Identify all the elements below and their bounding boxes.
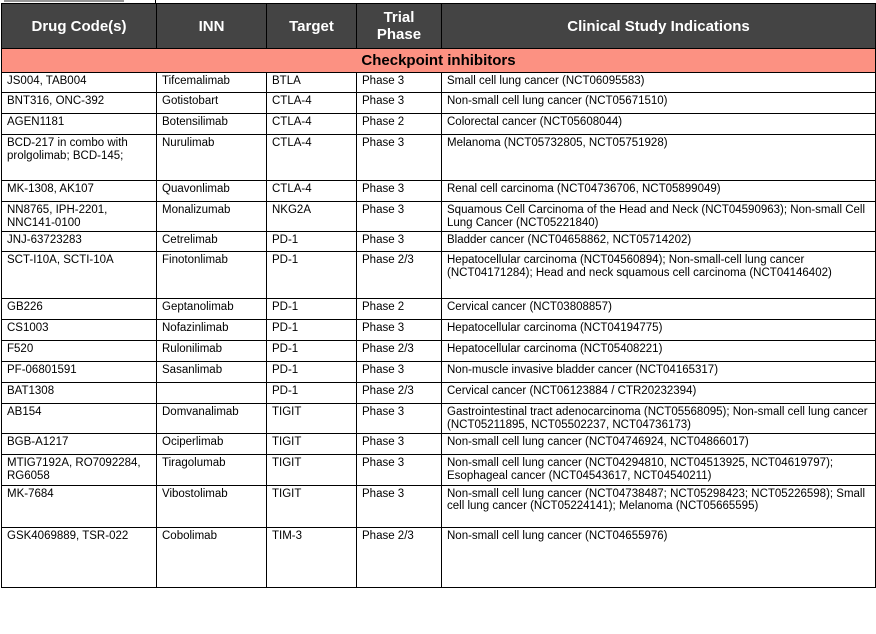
cell-trial-phase: Phase 3 — [357, 434, 442, 455]
table-row — [2, 73, 876, 93]
cell-drug-codes: SCT-I10A, SCTI-10A — [2, 252, 157, 299]
column-header-clinical-study-indications: Clinical Study Indications — [442, 4, 876, 49]
cell-target: CTLA-4 — [267, 181, 357, 202]
table-row — [2, 404, 876, 434]
cell-trial-phase: Phase 3 — [357, 93, 442, 114]
cell-indications: Cervical cancer (NCT03808857) — [442, 299, 876, 320]
cell-target: PD-1 — [267, 341, 357, 362]
cell-inn: Nurulimab — [157, 135, 267, 181]
cell-indications: Small cell lung cancer (NCT06095583) — [442, 73, 876, 93]
cell-target: PD-1 — [267, 232, 357, 252]
cell-trial-phase: Phase 2 — [357, 299, 442, 320]
cell-drug-codes: GB226 — [2, 299, 157, 320]
cell-target: TIGIT — [267, 485, 357, 527]
section-header-label: Checkpoint inhibitors — [2, 49, 876, 73]
table-row — [2, 232, 876, 252]
section-header-row — [2, 49, 876, 73]
column-header-inn: INN — [157, 4, 267, 49]
cell-drug-codes: JS004, TAB004 — [2, 73, 157, 93]
table-header-row — [2, 4, 876, 49]
cell-target: NKG2A — [267, 202, 357, 232]
cell-trial-phase: Phase 3 — [357, 181, 442, 202]
cell-indications: Hepatocellular carcinoma (NCT04194775) — [442, 320, 876, 341]
table-row — [2, 362, 876, 383]
table-row — [2, 455, 876, 485]
cell-inn: Ociperlimab — [157, 434, 267, 455]
cell-trial-phase: Phase 2/3 — [357, 527, 442, 587]
cell-trial-phase: Phase 2/3 — [357, 383, 442, 404]
table-row — [2, 93, 876, 114]
cell-drug-codes: BAT1308 — [2, 383, 157, 404]
cell-indications: Hepatocellular carcinoma (NCT04560894); Non-small-cell lung cancer (NCT04171284); Head and neck squamous cell carcinoma (NCT04146402) — [442, 252, 876, 299]
table-row — [2, 202, 876, 232]
cell-trial-phase: Phase 2/3 — [357, 252, 442, 299]
cell-indications: Cervical cancer (NCT06123884 / CTR20232394) — [442, 383, 876, 404]
cell-inn: Cetrelimab — [157, 232, 267, 252]
cell-target: PD-1 — [267, 362, 357, 383]
cell-trial-phase: Phase 3 — [357, 202, 442, 232]
cell-inn: Gotistobart — [157, 93, 267, 114]
cell-inn — [157, 383, 267, 404]
cell-target: CTLA-4 — [267, 93, 357, 114]
cell-target: PD-1 — [267, 383, 357, 404]
table-row — [2, 527, 876, 587]
cell-target: TIGIT — [267, 455, 357, 485]
table-row — [2, 181, 876, 202]
cell-indications: Non-small cell lung cancer (NCT04655976) — [442, 527, 876, 587]
page-top-cut-sliver — [0, 0, 876, 3]
cell-target: PD-1 — [267, 299, 357, 320]
cell-trial-phase: Phase 2/3 — [357, 341, 442, 362]
cell-indications: Non-small cell lung cancer (NCT04746924, NCT04866017) — [442, 434, 876, 455]
cell-target: TIGIT — [267, 404, 357, 434]
cell-trial-phase: Phase 3 — [357, 73, 442, 93]
cell-inn: Monalizumab — [157, 202, 267, 232]
cell-indications: Melanoma (NCT05732805, NCT05751928) — [442, 135, 876, 181]
column-header-trial-phase-line2: Phase — [376, 26, 422, 43]
column-header-trial-phase — [357, 4, 442, 49]
cell-trial-phase: Phase 3 — [357, 232, 442, 252]
cell-trial-phase: Phase 3 — [357, 320, 442, 341]
table-header — [2, 4, 876, 49]
cell-inn: Domvanalimab — [157, 404, 267, 434]
cell-target: CTLA-4 — [267, 135, 357, 181]
cell-drug-codes: BCD-217 in combo with prolgolimab; BCD-145; — [2, 135, 157, 181]
cell-drug-codes: CS1003 — [2, 320, 157, 341]
cell-trial-phase: Phase 3 — [357, 485, 442, 527]
cell-indications: Non-small cell lung cancer (NCT05671510) — [442, 93, 876, 114]
table-row — [2, 114, 876, 135]
cell-target: BTLA — [267, 73, 357, 93]
cell-indications: Gastrointestinal tract adenocarcinoma (NCT05568095); Non-small cell lung cancer (NCT05211895, NCT05502237, NCT04736173) — [442, 404, 876, 434]
table-row — [2, 341, 876, 362]
cell-trial-phase: Phase 2 — [357, 114, 442, 135]
column-header-trial-phase-line1: Trial — [383, 9, 415, 26]
cell-indications: Non-muscle invasive bladder cancer (NCT04165317) — [442, 362, 876, 383]
cell-inn: Geptanolimab — [157, 299, 267, 320]
column-header-drug-codes: Drug Code(s) — [2, 4, 157, 49]
column-header-target: Target — [267, 4, 357, 49]
cell-drug-codes: BGB-A1217 — [2, 434, 157, 455]
cell-inn: Sasanlimab — [157, 362, 267, 383]
cell-inn: Tifcemalimab — [157, 73, 267, 93]
cell-drug-codes: MK-7684 — [2, 485, 157, 527]
clinical-trials-table — [1, 3, 876, 588]
cell-trial-phase: Phase 3 — [357, 404, 442, 434]
cell-drug-codes: MTIG7192A, RO7092284, RG6058 — [2, 455, 157, 485]
table-row — [2, 135, 876, 181]
cell-indications: Squamous Cell Carcinoma of the Head and Neck (NCT04590963); Non-small Cell Lung Cancer (NCT05221840) — [442, 202, 876, 232]
cell-inn: Quavonlimab — [157, 181, 267, 202]
cell-trial-phase: Phase 3 — [357, 135, 442, 181]
cell-inn: Nofazinlimab — [157, 320, 267, 341]
cell-target: PD-1 — [267, 320, 357, 341]
cell-indications: Colorectal cancer (NCT05608044) — [442, 114, 876, 135]
cell-indications: Non-small cell lung cancer (NCT04294810, NCT04513925, NCT04619797); Esophageal cancer (NCT04543617, NCT04540211) — [442, 455, 876, 485]
cell-inn: Botensilimab — [157, 114, 267, 135]
cell-drug-codes: F520 — [2, 341, 157, 362]
table-row — [2, 383, 876, 404]
cell-drug-codes: JNJ-63723283 — [2, 232, 157, 252]
cell-inn: Finotonlimab — [157, 252, 267, 299]
cell-indications: Non-small cell lung cancer (NCT04738487; NCT05298423; NCT05226598); Small cell lung cancer (NCT05224141); Melanoma (NCT05665595) — [442, 485, 876, 527]
cell-inn: Cobolimab — [157, 527, 267, 587]
cell-inn: Tiragolumab — [157, 455, 267, 485]
cell-drug-codes: AB154 — [2, 404, 157, 434]
table-row — [2, 434, 876, 455]
cell-trial-phase: Phase 3 — [357, 455, 442, 485]
cell-drug-codes: PF-06801591 — [2, 362, 157, 383]
cell-drug-codes: NN8765, IPH-2201, NNC141-0100 — [2, 202, 157, 232]
table-row — [2, 252, 876, 299]
cell-inn: Rulonilimab — [157, 341, 267, 362]
table-row — [2, 320, 876, 341]
cell-target: PD-1 — [267, 252, 357, 299]
cell-indications: Renal cell carcinoma (NCT04736706, NCT05899049) — [442, 181, 876, 202]
cell-drug-codes: MK-1308, AK107 — [2, 181, 157, 202]
cell-trial-phase: Phase 3 — [357, 362, 442, 383]
cell-target: CTLA-4 — [267, 114, 357, 135]
table-row — [2, 485, 876, 527]
cell-target: TIGIT — [267, 434, 357, 455]
table-row — [2, 299, 876, 320]
cell-drug-codes: BNT316, ONC-392 — [2, 93, 157, 114]
cell-indications: Hepatocellular carcinoma (NCT05408221) — [442, 341, 876, 362]
cell-drug-codes: GSK4069889, TSR-022 — [2, 527, 157, 587]
table-body — [2, 49, 876, 588]
cell-indications: Bladder cancer (NCT04658862, NCT05714202) — [442, 232, 876, 252]
cell-target: TIM-3 — [267, 527, 357, 587]
cell-drug-codes: AGEN1181 — [2, 114, 157, 135]
cell-inn: Vibostolimab — [157, 485, 267, 527]
